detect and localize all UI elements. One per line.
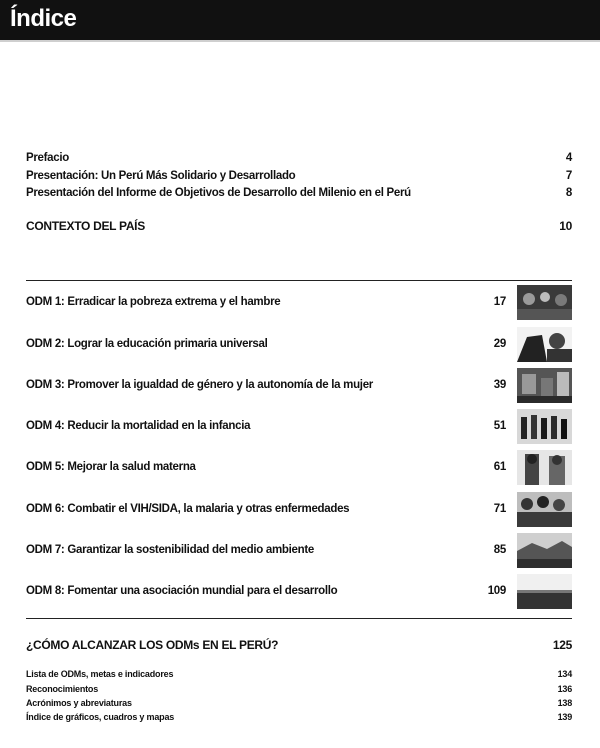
- toc-entry-odm7[interactable]: [26, 544, 506, 556]
- odm2-photo-icon: [517, 327, 572, 362]
- toc-entry-label: ODM 2: Lograr la educación primaria universal: [26, 338, 268, 350]
- toc-entry-odm4[interactable]: [26, 420, 506, 432]
- toc-entry-page: 136: [557, 684, 572, 694]
- toc-entry-label: ODM 3: Promover la igualdad de género y la autonomía de la mujer: [26, 379, 373, 391]
- toc-entry-label: ODM 8: Fomentar una asociación mundial para el desarrollo: [26, 585, 338, 597]
- odm4-photo-icon: [517, 409, 572, 444]
- toc-entry-page: 4: [565, 152, 572, 164]
- toc-entry-odm2[interactable]: [26, 338, 506, 350]
- toc-entry-odm5[interactable]: [26, 461, 506, 473]
- toc-entry-acronimos[interactable]: [26, 698, 572, 708]
- toc-entry-page: 134: [557, 669, 572, 679]
- toc-entry-contexto[interactable]: [26, 219, 572, 233]
- toc-entry-odm6[interactable]: [26, 503, 506, 515]
- toc-entry-label: Acrónimos y abreviaturas: [26, 698, 132, 708]
- toc-entry-presentacion-peru[interactable]: [26, 170, 572, 182]
- toc-section-page: 125: [552, 638, 572, 652]
- divider-bottom: [26, 618, 572, 619]
- toc-entry-label: Prefacio: [26, 152, 69, 164]
- toc-entry-page: 51: [493, 420, 506, 432]
- toc-entry-presentacion-informe[interactable]: [26, 187, 572, 199]
- toc-entry-reconocimientos[interactable]: [26, 684, 572, 694]
- toc-entry-prefacio[interactable]: [26, 152, 572, 164]
- toc-entry-page: 39: [493, 379, 506, 391]
- toc-entry-page: 29: [493, 338, 506, 350]
- header-bar: [0, 0, 600, 42]
- odm7-photo-icon: [517, 533, 572, 568]
- toc-entry-odm3[interactable]: [26, 379, 506, 391]
- toc-entry-odm8[interactable]: [26, 585, 506, 597]
- toc-entry-indice-graficos[interactable]: [26, 712, 572, 722]
- odm3-photo-icon: [517, 368, 572, 403]
- toc-entry-label: Presentación del Informe de Objetivos de Desarrollo del Milenio en el Perú: [26, 187, 411, 199]
- toc-entry-page: 85: [493, 544, 506, 556]
- toc-section-page: 10: [559, 219, 572, 233]
- toc-entry-label: ODM 6: Combatir el VIH/SIDA, la malaria y otras enfermedades: [26, 503, 350, 515]
- toc-entry-como-alcanzar[interactable]: [26, 638, 572, 652]
- toc-section-label: ¿CÓMO ALCANZAR LOS ODMs EN EL PERÚ?: [26, 638, 279, 652]
- toc-entry-page: 8: [565, 187, 572, 199]
- toc-entry-label: ODM 5: Mejorar la salud materna: [26, 461, 196, 473]
- toc-entry-page: 71: [493, 503, 506, 515]
- toc-entry-label: ODM 4: Reducir la mortalidad en la infancia: [26, 420, 251, 432]
- page-title: Índice: [10, 5, 77, 32]
- toc-entry-page: 139: [557, 712, 572, 722]
- odm6-photo-icon: [517, 492, 572, 527]
- toc-entry-label: Índice de gráficos, cuadros y mapas: [26, 712, 175, 722]
- toc-entry-page: 61: [493, 461, 506, 473]
- toc-entry-page: 7: [565, 170, 572, 182]
- toc-entry-label: Presentación: Un Perú Más Solidario y Desarrollado: [26, 170, 296, 182]
- divider-top: [26, 280, 572, 281]
- toc-entry-page: 17: [493, 296, 506, 308]
- toc-entry-page: 109: [487, 585, 506, 597]
- toc-entry-label: ODM 1: Erradicar la pobreza extrema y el hambre: [26, 296, 281, 308]
- toc-entry-label: ODM 7: Garantizar la sostenibilidad del medio ambiente: [26, 544, 314, 556]
- toc-entry-lista-odms[interactable]: [26, 669, 572, 679]
- toc-entry-label: Lista de ODMs, metas e indicadores: [26, 669, 174, 679]
- toc-section-label: CONTEXTO DEL PAÍS: [26, 219, 145, 233]
- toc-entry-label: Reconocimientos: [26, 684, 99, 694]
- odm8-photo-icon: [517, 574, 572, 609]
- toc-entry-odm1[interactable]: [26, 296, 506, 308]
- toc-entry-page: 138: [557, 698, 572, 708]
- odm5-photo-icon: [517, 450, 572, 485]
- odm1-photo-icon: [517, 285, 572, 320]
